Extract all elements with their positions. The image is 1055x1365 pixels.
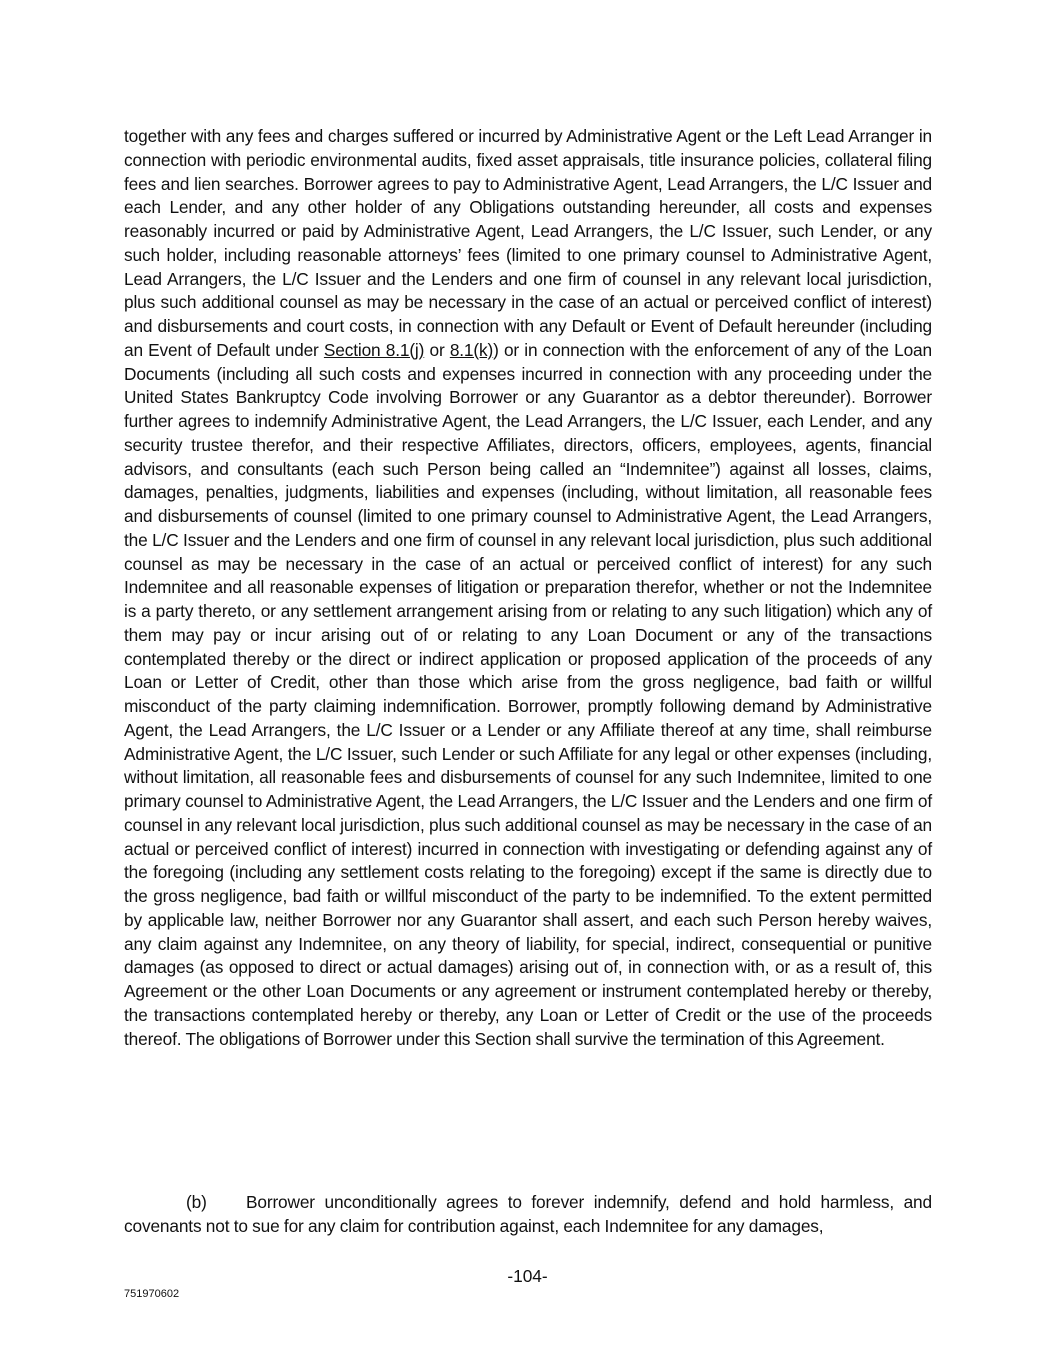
paragraph-b xyxy=(124,1191,932,1239)
paragraph-a xyxy=(124,125,932,1051)
paragraph-b-text: Borrower unconditionally agrees to forever indemnify, defend and hold harmless, and covenants not to sue for any claim for contribution against, each Indemnitee for any damages, xyxy=(124,1192,932,1236)
section-reference-8-1-j: Section 8.1(j) xyxy=(323,339,425,360)
paragraph-a-connector: or xyxy=(424,339,450,360)
paragraph-a-text-1: together with any fees and charges suffered or incurred by Administrative Agent or the Left Lead Arranger in connection with periodic environmental audits, fixed asset appraisals, title insurance policies, collateral filing fees and lien searches. Borrower agrees to pay to Administrative Agent, Lead Arrangers, the L/C Issuer and each Lender, and any other holder of any Obligations outstanding hereunder, all costs and expenses reasonably incurred or paid by Administrative Agent, Lead Arrangers, the L/C Issuer, such Lender, or any such holder, including reasonable attorneys’ fees (limited to one primary counsel to Administrative Agent, Lead Arrangers, the L/C Issuer and the Lenders and one firm of counsel in any relevant local jurisdiction, plus such additional counsel as may be necessary in the case of an actual or perceived conflict of interest) and disbursements and court costs, in connection with any Default or Event of Default hereunder (including an Event of Default under xyxy=(124,126,932,360)
page-number: -104- xyxy=(507,1266,548,1286)
paragraph-b-label: (b) xyxy=(186,1192,207,1212)
section-reference-8-1-k: 8.1(k) xyxy=(449,339,494,360)
document-id: 751970602 xyxy=(124,1288,180,1300)
paragraph-a-text-2: ) or in connection with the enforcement of any of the Loan Documents (including all such costs and expenses incurred in connection with any proceeding under the United States Bankruptcy Code involving Borrower or any Guarantor as a debtor thereunder). Borrower further agrees to indemnify Administrative Agent, the Lead Arrangers, the L/C Issuer, each Lender, and any security trustee therefor, and their respective Affiliates, directors, officers, employees, agents, financial advisors, and consultants (each such Person being called an “Indemnitee”) against all losses, claims, damages, penalties, judgments, liabilities and expenses (including, without limitation, all reasonable fees and disbursements of counsel (limited to one primary counsel to Administrative Agent, the Lead Arrangers, the L/C Issuer and the Lenders and one firm of counsel in any relevant local jurisdiction, plus such additional counsel as may be necessary in the case of an actual or perceived conflict of interest) for any such Indemnitee and all reasonable expenses of litigation or preparation therefor, whether or not the Indemnitee is a party thereto, or any settlement arrangement arising from or relating to any such litigation) which any of them may pay or incur arising out of or relating to any Loan Document or any of the transactions contemplated thereby or the direct or indirect application or proposed application of the proceeds of any Loan or Letter of Credit, other than those which arise from the gross negligence, bad faith or willful misconduct of the party claiming indemnification. Borrower, promptly following demand by Administrative Agent, the Lead Arrangers, the L/C Issuer or a Lender or any Affiliate thereof at any time, shall reimburse Administrative Agent, the L/C Issuer, such Lender or such Affiliate for any legal or other expenses (including, without limitation, all reasonable fees and disbursements of counsel for any such Indemnitee, limited to one primary counsel to Administrative Agent, the Lead Arrangers, the L/C Issuer and the Lenders and one firm of counsel in any relevant local jurisdiction, plus such additional counsel as may be necessary in the case of an actual or perceived conflict of interest) incurred in connection with investigating or defending against any of the foregoing (including any settlement costs relating to the foregoing) except if the same is directly due to the gross negligence, bad faith or willful misconduct of the party to be indemnified. To the extent permitted by applicable law, neither Borrower nor any Guarantor shall assert, and each such Person hereby waives, any claim against any Indemnitee, on any theory of liability, for special, indirect, consequential or punitive damages (as opposed to direct or actual damages) arising out of, in connection with, or as a result of, this Agreement or the other Loan Documents or any agreement or instrument contemplated hereby or thereby, the transactions contemplated hereby or thereby, any Loan or Letter of Credit or the use of the proceeds thereof. The obligations of Borrower under this Section shall survive the termination of this Agreement. xyxy=(124,339,932,1049)
